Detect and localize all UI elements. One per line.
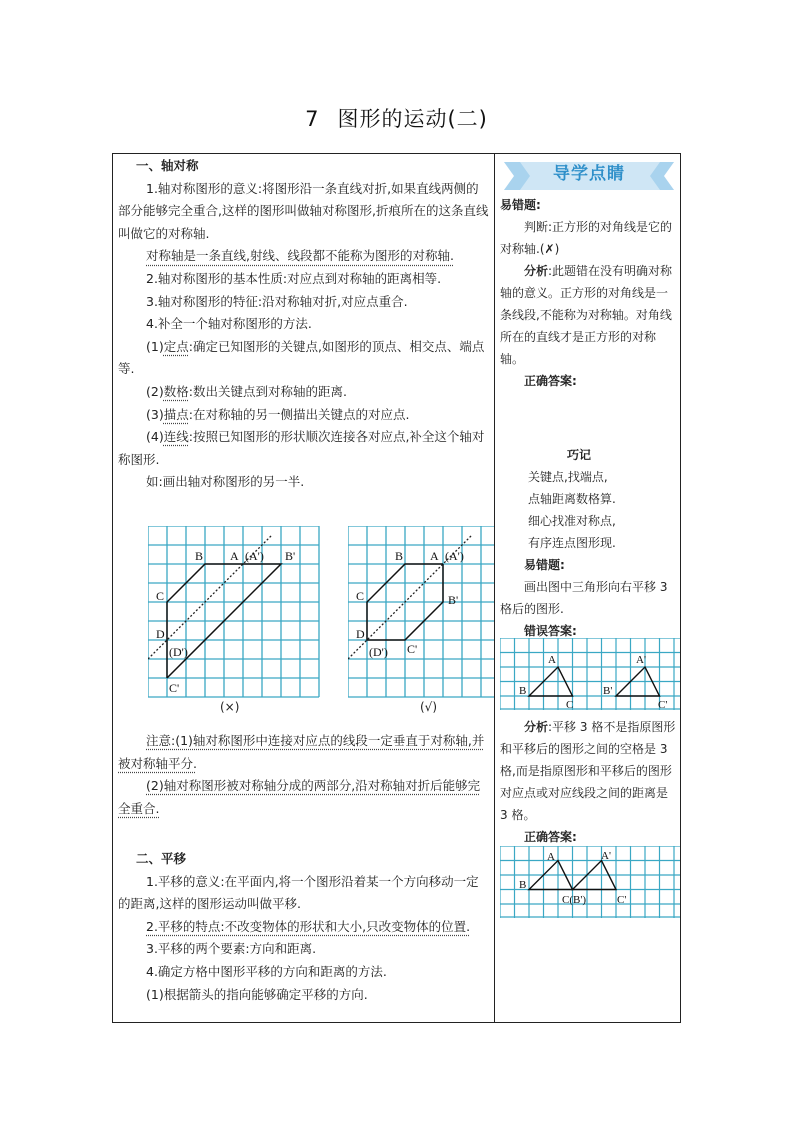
wrong-answer-label: 错误答案:: [524, 624, 577, 638]
answer-mark: ✗: [544, 242, 555, 256]
step-1: [118, 336, 490, 381]
step-1-text: :确定已知图形的关键点,如图形的顶点、相交点、端点等.: [118, 338, 485, 377]
figure-right: [348, 526, 494, 714]
lesson-number: 7: [305, 107, 320, 131]
method-heading: 4.补全一个轴对称图形的方法.: [146, 316, 312, 332]
svg-text:(D'): (D'): [369, 645, 388, 659]
translation-method: 4.确定方格中图形平移的方向和距离的方法.: [146, 963, 387, 979]
step-3-text: :在对称轴的另一侧描出关键点的对应点.: [188, 406, 410, 422]
svg-text:A: A: [430, 549, 439, 563]
svg-text:C': C': [407, 642, 418, 656]
grid-correct-translation-svg: [500, 846, 680, 918]
translation-feature: [118, 916, 490, 939]
main-column: [118, 155, 490, 494]
note-1: [118, 730, 490, 775]
step-2-key: 数格: [163, 383, 189, 399]
step-4: [118, 426, 490, 471]
definition-paragraph: 1.轴对称图形的意义:将图形沿一条直线对折,如果直线两侧的部分能够完全重合,这样的图形叫做轴对称图形,折痕所在的这条直线叫做它的对称轴.: [118, 180, 489, 241]
grid-right-svg: [348, 526, 494, 698]
svg-text:B': B': [603, 685, 613, 697]
note-1-text: 注意:(1)轴对称图形中连接对应点的线段一定垂直于对称轴,并被对称轴平分.: [118, 733, 485, 771]
analysis-1-label: 分析: [524, 264, 549, 278]
svg-text:B: B: [395, 549, 404, 563]
grid-wrong-translation-svg: [500, 638, 680, 710]
figure-wrong-translation: [500, 638, 680, 714]
mnemonic-title: 巧记: [566, 448, 591, 462]
translation-definition: 1.平移的意义:在平面内,将一个图形沿着某一个方向移动一定的距离,这样的图形运动叫做平移.: [118, 873, 479, 912]
svg-text:C': C': [617, 894, 627, 906]
svg-text:(D'): (D'): [169, 645, 188, 659]
svg-text:(A'): (A'): [445, 549, 464, 563]
svg-text:A': A': [601, 850, 611, 862]
error-question-2-label: 易错题:: [524, 558, 565, 572]
analysis-2-text: :平移 3 格不是指原图形和平移后的图形之间的空格是 3 格,而是指原图形和平移后的图形对应点或对应线段之间的距离是 3 格。: [500, 720, 676, 822]
error-question-1: [500, 216, 678, 260]
svg-text:C': C': [658, 699, 668, 710]
step-2: [118, 381, 490, 404]
mnemonic-line-4: 有序连点图形现.: [528, 536, 616, 550]
error-question-1-end: ): [554, 242, 560, 256]
error-question-2: 画出图中三角形向右平移 3 格后的图形.: [500, 580, 668, 616]
analysis-2: [500, 716, 678, 826]
figure-correct-translation: [500, 846, 680, 922]
axis-note: [118, 245, 490, 268]
step-3: [118, 404, 490, 427]
analysis-1-text: :此题错在没有明确对称轴的意义。正方形的对角线是一条线段,不能称为对称轴。对角线所在的直线才是正方形的对称轴。: [500, 264, 673, 366]
svg-text:B: B: [519, 879, 527, 891]
svg-text:B': B': [285, 549, 296, 563]
svg-text:A: A: [547, 851, 555, 863]
page-title: [0, 103, 793, 133]
guide-banner: [500, 160, 678, 192]
step-4-text: :按照已知图形的形状顺次连接各对应点,补全这个轴对称图形.: [118, 429, 485, 467]
svg-text:C: C: [156, 589, 165, 603]
svg-text:B': B': [448, 593, 459, 607]
svg-text:C(B'): C(B'): [562, 894, 586, 906]
mnemonic-line-2: 点轴距离数格算.: [528, 492, 616, 506]
section-heading-axis-symmetry: 一、轴对称: [136, 158, 199, 173]
feature-paragraph: 3.轴对称图形的特征:沿对称轴对折,对应点重合.: [146, 293, 408, 309]
step-1-key: 定点: [163, 338, 189, 354]
axis-note-text: 对称轴是一条直线,射线、线段都不能称为图形的对称轴.: [146, 248, 454, 264]
lesson-title: 图形的运动(二): [337, 107, 488, 131]
guide-column: [500, 160, 678, 642]
notes-block: [118, 730, 490, 820]
translation-elements: 3.平移的两个要素:方向和距离.: [146, 941, 317, 957]
section-heading-translation: 二、平移: [136, 851, 187, 866]
step-3-key: 描点: [163, 406, 189, 422]
error-question-1-label: 易错题:: [500, 198, 541, 212]
step-4-key: 连线: [163, 429, 189, 445]
correct-answer-1-label: 正确答案:: [524, 374, 577, 388]
svg-text:B: B: [195, 549, 204, 563]
grid-wrong-svg: [148, 526, 320, 698]
analysis-1: [500, 260, 678, 370]
step-4-label: (4): [146, 429, 164, 445]
error-question-1-text: 判断:正方形的对角线是它的对称轴.(: [500, 220, 673, 256]
svg-text:(A'): (A'): [245, 549, 264, 563]
svg-text:D: D: [156, 627, 165, 641]
property-paragraph: 2.轴对称图形的基本性质:对应点到对称轴的距离相等.: [146, 270, 442, 286]
step-1-label: (1): [146, 338, 164, 354]
svg-text:D: D: [356, 627, 365, 641]
svg-text:C: C: [356, 589, 365, 603]
step-2-label: (2): [146, 383, 164, 399]
step-3-label: (3): [146, 406, 164, 422]
svg-text:C: C: [566, 699, 574, 710]
mnemonic-line-3: 细心找准对称点,: [528, 514, 616, 528]
svg-text:C': C': [169, 681, 180, 695]
svg-text:B: B: [519, 685, 527, 697]
figure-wrong: [148, 526, 320, 714]
banner-title: 导学点睛: [553, 164, 625, 184]
translation-feature-text: 2.平移的特点:不改变物体的形状和大小,只改变物体的位置.: [146, 918, 471, 934]
analysis-2-block: [500, 716, 678, 848]
example-text: 如:画出轴对称图形的另一半.: [146, 474, 305, 490]
note-2-text: (2)轴对称图形被对称轴分成的两部分,沿对称轴对折后能够完全重合.: [118, 778, 481, 816]
translation-block: [118, 848, 490, 1006]
translation-step-1: (1)根据箭头的指向能够确定平移的方向.: [146, 986, 368, 1002]
svg-text:A: A: [230, 549, 239, 563]
note-2: [118, 775, 490, 820]
mnemonic-line-1: 关键点,找端点,: [528, 470, 608, 484]
caption-right: (√): [420, 700, 438, 714]
step-2-text: :数出关键点到对称轴的距离.: [188, 383, 347, 399]
column-divider: [494, 153, 495, 1023]
analysis-2-label: 分析: [524, 720, 549, 734]
caption-wrong: (×): [220, 700, 240, 714]
svg-text:A': A': [636, 654, 646, 666]
svg-text:A: A: [548, 654, 556, 666]
correct-answer-2-label: 正确答案:: [524, 830, 577, 844]
